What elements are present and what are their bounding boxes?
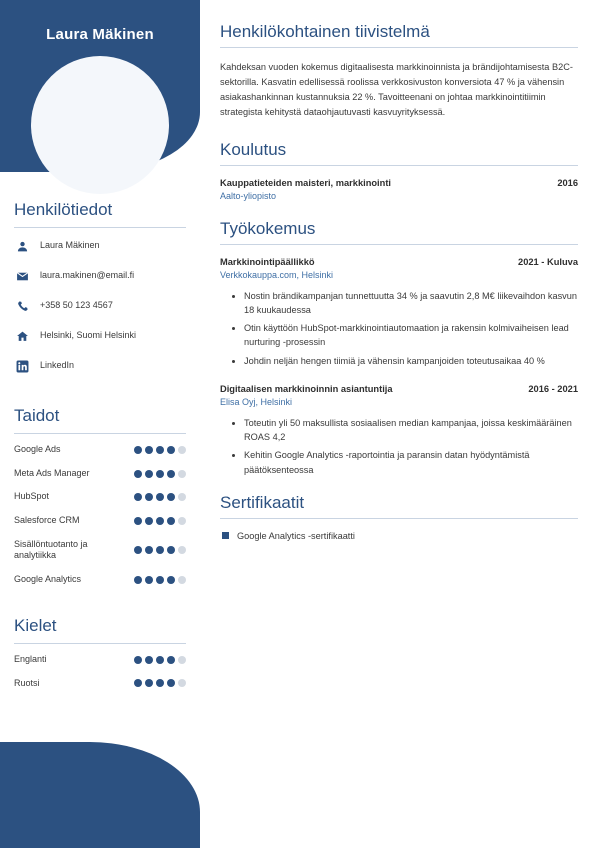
language-label: Ruotsi: [14, 677, 40, 688]
phone-icon: [14, 298, 30, 314]
divider: [220, 47, 578, 48]
list-item: • Otin käyttöön HubSpot-markkinointiautomaation ja rakensin kolmivaiheisen lead nurturing -prosessin: [244, 321, 578, 350]
sidebar: [0, 0, 200, 848]
education-institution: Aalto-yliopisto: [220, 190, 277, 201]
skill-item: [14, 539, 186, 562]
divider: [14, 643, 186, 644]
skill-rating: [134, 517, 186, 525]
main-content: [200, 0, 600, 848]
envelope-icon: [14, 268, 30, 284]
summary-heading: Henkilökohtainen tiivistelmä: [220, 22, 430, 41]
languages-heading: Kielet: [14, 615, 57, 635]
experience-entry: [220, 257, 578, 280]
experience-date: 2021 - Kuluva: [518, 256, 578, 267]
list-item: • Toteutin yli 50 maksullista sosiaalisen median kampanjaa, joissa keskimääräinen ROAS 4,2: [244, 416, 578, 445]
user-icon: [14, 238, 30, 254]
skill-rating: [134, 493, 186, 501]
contact-item-name: [14, 238, 186, 254]
spacer: [14, 388, 186, 406]
summary-text: Kahdeksan vuoden kokemus digitaalisesta markkinoinnista ja brändijohtamisesta B2C-sektorilla. Kasvatin edellisessä roolissa verkkosivuston konversiota 47 % ja vähensin asiakashankinnan kustannuksia 22 %. Tavoitteenani on johtaa markkinointitiimin strategista kehitystä dataohjautuvasti kasvuyrityksessä.: [220, 62, 573, 117]
skill-label: Google Analytics: [14, 574, 82, 585]
contact-address-text: Helsinki, Suomi Helsinki: [40, 330, 137, 341]
language-item: [14, 678, 186, 690]
experience-entry: [220, 384, 578, 407]
skill-item: [14, 491, 186, 503]
home-icon: [14, 328, 30, 344]
language-rating: [134, 656, 186, 664]
skill-rating: [134, 576, 186, 584]
skill-rating: [134, 546, 186, 554]
skill-rating: [134, 446, 186, 454]
contact-email-text: laura.makinen@email.fi: [40, 270, 135, 281]
personal-details-heading: Henkilötiedot: [14, 200, 113, 219]
skill-label: Google Ads: [14, 444, 61, 454]
experience-title: Markkinointipäällikkö: [220, 256, 315, 267]
skill-item: [14, 468, 186, 480]
skill-label: HubSpot: [14, 491, 50, 502]
experience-company: Verkkokauppa.com, Helsinki: [220, 269, 334, 280]
divider: [220, 518, 578, 519]
sidebar-footer-band: [0, 742, 200, 848]
linkedin-icon: [14, 358, 30, 374]
sidebar-content: [14, 200, 186, 701]
contact-phone-text: +358 50 123 4567: [40, 300, 113, 311]
language-rating: [134, 679, 186, 687]
square-bullet-icon: [222, 532, 229, 539]
skill-item: [14, 444, 186, 456]
language-item: [14, 654, 186, 666]
skill-item: [14, 574, 186, 586]
skill-item: [14, 515, 186, 527]
contact-item-email[interactable]: [14, 268, 186, 284]
skill-label: Sisällöntuotanto ja analytiikka: [14, 538, 88, 561]
skill-label: Meta Ads Manager: [14, 467, 90, 478]
list-item: • Nostin brändikampanjan tunnettuutta 34 % ja saavutin 2,8 M€ liikevaihdon kasvun 18 kuukaudessa: [244, 289, 578, 318]
certificates-heading: Sertifikaatit: [220, 492, 305, 512]
skill-label: Salesforce CRM: [14, 515, 80, 526]
avatar: [31, 56, 169, 194]
divider: [220, 244, 578, 245]
divider: [220, 165, 578, 166]
experience-date: 2016 - 2021: [528, 383, 578, 394]
list-item: • Kehitin Google Analytics -raportointia ja paransin datan hyödyntämistä päätöksenteossa: [244, 448, 578, 477]
contact-item-linkedin[interactable]: [14, 358, 186, 374]
certificate-item: [222, 531, 578, 541]
skills-heading: Taidot: [14, 406, 60, 425]
experience-title: Digitaalisen markkinoinnin asiantuntija: [220, 383, 393, 394]
divider: [14, 433, 186, 434]
experience-company: Elisa Oyj, Helsinki: [220, 396, 293, 407]
skill-rating: [134, 470, 186, 478]
contact-item-phone[interactable]: [14, 298, 186, 314]
contact-name-text: Laura Mäkinen: [40, 240, 100, 251]
certificate-label: Google Analytics -sertifikaatti: [237, 530, 355, 541]
education-title: Kauppatieteiden maisteri, markkinointi: [220, 177, 392, 188]
education-date: 2016: [557, 177, 578, 188]
contact-linkedin-text: LinkedIn: [40, 360, 75, 371]
candidate-name: Laura Mäkinen: [46, 26, 154, 43]
education-heading: Koulutus: [220, 139, 287, 159]
experience-bullets: [220, 416, 578, 477]
language-label: Englanti: [14, 653, 47, 664]
experience-heading: Työkokemus: [220, 218, 316, 238]
spacer: [14, 598, 186, 616]
divider: [14, 227, 186, 228]
list-item: • Johdin neljän hengen tiimiä ja vähensin kampanjoiden toteutusaikaa 40 %: [244, 354, 578, 368]
education-entry: [220, 178, 578, 201]
experience-bullets: [220, 289, 578, 368]
contact-item-address: [14, 328, 186, 344]
